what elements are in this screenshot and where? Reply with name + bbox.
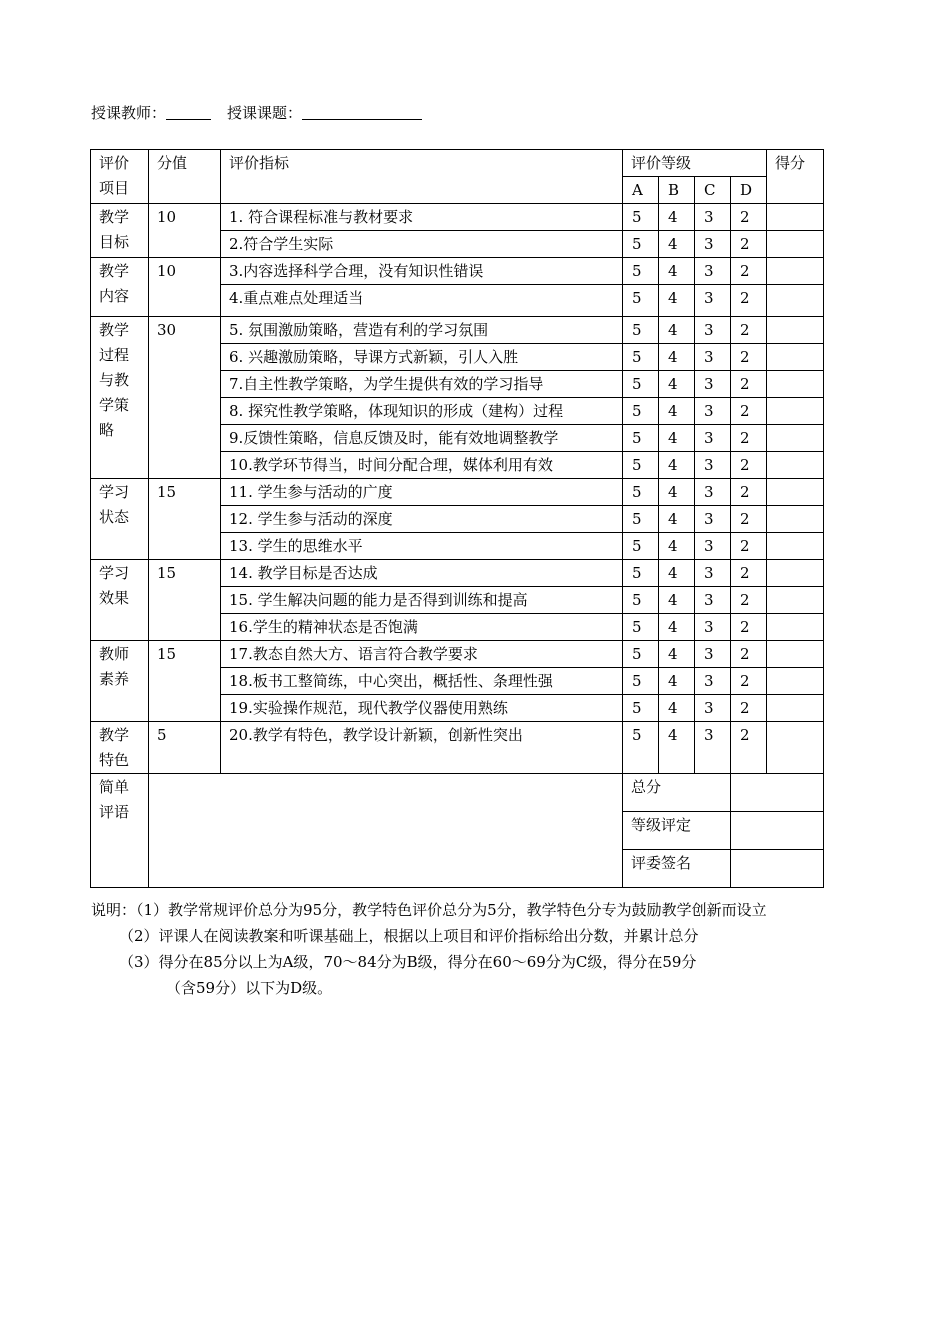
summary-label-level: 等级评定 (623, 812, 731, 850)
grade-value[interactable]: 4 (659, 641, 695, 668)
indicator: 12. 学生参与活动的深度 (221, 506, 623, 533)
grade-letter: B (659, 177, 695, 204)
score-cell[interactable] (767, 560, 824, 587)
indicator: 19.实验操作规范，现代教学仪器使用熟练 (221, 695, 623, 722)
item-score: 15 (149, 560, 221, 641)
grade-value[interactable]: 3 (695, 231, 731, 258)
table-row (91, 560, 824, 587)
grade-value[interactable]: 5 (623, 425, 659, 452)
grade-value[interactable]: 2 (731, 695, 767, 722)
score-cell[interactable] (767, 204, 824, 231)
score-cell[interactable] (767, 285, 824, 317)
grade-value[interactable]: 3 (695, 204, 731, 231)
note-line-2: （2）评课人在阅读教案和听课基础上，根据以上项目和评价指标给出分数，并累计总分 (119, 927, 699, 945)
grade-value[interactable]: 5 (623, 204, 659, 231)
score-cell[interactable] (767, 506, 824, 533)
summary-value-level[interactable] (731, 812, 824, 850)
topic-field[interactable] (302, 105, 422, 120)
grade-value[interactable]: 2 (731, 452, 767, 479)
grade-value[interactable]: 5 (623, 452, 659, 479)
grade-value[interactable]: 3 (695, 479, 731, 506)
grade-value[interactable]: 2 (731, 231, 767, 258)
grade-value[interactable]: 2 (731, 371, 767, 398)
col-header-score: 分值 (149, 150, 221, 204)
score-cell[interactable] (767, 231, 824, 258)
grade-value[interactable]: 2 (731, 560, 767, 587)
col-header-item: 评价项目 (91, 150, 149, 204)
indicator: 1. 符合课程标准与教材要求 (221, 204, 623, 231)
grade-value[interactable]: 3 (695, 533, 731, 560)
score-cell[interactable] (767, 258, 824, 285)
grade-value[interactable]: 4 (659, 695, 695, 722)
grade-value[interactable]: 4 (659, 425, 695, 452)
score-cell[interactable] (767, 614, 824, 641)
grade-value[interactable]: 4 (659, 452, 695, 479)
item-score: 10 (149, 258, 221, 317)
grade-value[interactable]: 3 (695, 506, 731, 533)
summary-value-signature[interactable] (731, 850, 824, 888)
score-cell[interactable] (767, 533, 824, 560)
grade-value[interactable]: 3 (695, 668, 731, 695)
grade-value[interactable]: 3 (695, 285, 731, 317)
teacher-name-field[interactable] (166, 105, 211, 120)
score-cell[interactable] (767, 587, 824, 614)
grade-letter: C (695, 177, 731, 204)
header-row (91, 150, 824, 177)
grade-value[interactable]: 4 (659, 506, 695, 533)
indicator: 14. 教学目标是否达成 (221, 560, 623, 587)
grade-value[interactable]: 3 (695, 587, 731, 614)
grade-value[interactable]: 4 (659, 231, 695, 258)
grade-value[interactable]: 2 (731, 506, 767, 533)
summary-row (91, 774, 824, 812)
grade-value[interactable]: 5 (623, 317, 659, 344)
item-name: 教学目标 (91, 204, 149, 258)
indicator: 3.内容选择科学合理，没有知识性错误 (221, 258, 623, 285)
score-cell[interactable] (767, 668, 824, 695)
score-cell[interactable] (767, 479, 824, 506)
indicator: 17.教态自然大方、语言符合教学要求 (221, 641, 623, 668)
grade-value[interactable]: 3 (695, 344, 731, 371)
indicator: 10.教学环节得当，时间分配合理，媒体利用有效 (221, 452, 623, 479)
grade-value[interactable]: 5 (623, 371, 659, 398)
teacher-label: 授课教师： (91, 104, 167, 122)
grade-value[interactable]: 5 (623, 506, 659, 533)
indicator: 13. 学生的思维水平 (221, 533, 623, 560)
score-cell[interactable] (767, 695, 824, 722)
grade-value[interactable]: 4 (659, 722, 695, 774)
grade-value[interactable]: 3 (695, 371, 731, 398)
grade-value[interactable]: 5 (623, 560, 659, 587)
indicator: 20.教学有特色，教学设计新颖，创新性突出 (221, 722, 623, 774)
grade-value[interactable]: 3 (695, 560, 731, 587)
grade-value[interactable]: 5 (623, 398, 659, 425)
grade-value[interactable]: 4 (659, 533, 695, 560)
grade-value[interactable]: 3 (695, 722, 731, 774)
score-cell[interactable] (767, 371, 824, 398)
indicator: 2.符合学生实际 (221, 231, 623, 258)
evaluation-table (90, 149, 824, 888)
grade-value[interactable]: 5 (623, 344, 659, 371)
score-cell[interactable] (767, 344, 824, 371)
item-score: 10 (149, 204, 221, 258)
grade-value[interactable]: 5 (623, 231, 659, 258)
indicator: 11. 学生参与活动的广度 (221, 479, 623, 506)
grade-value[interactable]: 2 (731, 425, 767, 452)
score-cell[interactable] (767, 452, 824, 479)
item-score: 15 (149, 479, 221, 560)
grade-value[interactable]: 2 (731, 641, 767, 668)
grade-value[interactable]: 5 (623, 614, 659, 641)
grade-value[interactable]: 5 (623, 722, 659, 774)
note-line-4: （含59分）以下为D级。 (166, 979, 333, 997)
grade-value[interactable]: 2 (731, 258, 767, 285)
note-line-1: 说明：（1）教学常规评价总分为95分，教学特色评价总分为5分，教学特色分专为鼓励教学创新而设立 (91, 901, 767, 919)
grade-value[interactable]: 4 (659, 371, 695, 398)
comment-label: 简单评语 (91, 774, 149, 888)
grade-value[interactable]: 3 (695, 398, 731, 425)
grade-value[interactable]: 2 (731, 587, 767, 614)
grade-value[interactable]: 2 (731, 204, 767, 231)
grade-value[interactable]: 5 (623, 285, 659, 317)
indicator: 6. 兴趣激励策略，导课方式新颖，引人入胜 (221, 344, 623, 371)
score-cell[interactable] (767, 641, 824, 668)
grade-value[interactable]: 5 (623, 479, 659, 506)
item-name: 教学过程与教学策略 (91, 317, 149, 479)
indicator: 4.重点难点处理适当 (221, 285, 623, 317)
grade-value[interactable]: 5 (623, 587, 659, 614)
score-cell[interactable] (767, 425, 824, 452)
grade-value[interactable]: 4 (659, 614, 695, 641)
table-row (91, 479, 824, 506)
score-cell[interactable] (767, 398, 824, 425)
indicator: 18.板书工整简练，中心突出，概括性、条理性强 (221, 668, 623, 695)
table-row (91, 317, 824, 344)
note-line-3: （3）得分在85分以上为A级，70～84分为B级，得分在60～69分为C级，得分在59分 (119, 953, 697, 971)
indicator: 16.学生的精神状态是否饱满 (221, 614, 623, 641)
grade-value[interactable]: 3 (695, 641, 731, 668)
indicator: 9.反馈性策略，信息反馈及时，能有效地调整教学 (221, 425, 623, 452)
col-header-grade: 评价等级 (623, 150, 767, 177)
item-score: 5 (149, 722, 221, 774)
grade-value[interactable]: 4 (659, 398, 695, 425)
item-name: 教师素养 (91, 641, 149, 722)
grade-value[interactable]: 5 (623, 533, 659, 560)
grade-value[interactable]: 3 (695, 317, 731, 344)
form-header (91, 101, 422, 123)
item-name: 教学特色 (91, 722, 149, 774)
score-cell[interactable] (767, 317, 824, 344)
grade-value[interactable]: 4 (659, 285, 695, 317)
grade-value[interactable]: 4 (659, 479, 695, 506)
grade-value[interactable]: 2 (731, 533, 767, 560)
col-header-indicator: 评价指标 (221, 150, 623, 204)
table-row (91, 722, 824, 774)
table-row (91, 641, 824, 668)
grade-letter: A (623, 177, 659, 204)
indicator: 15. 学生解决问题的能力是否得到训练和提高 (221, 587, 623, 614)
grade-letter: D (731, 177, 767, 204)
grade-value[interactable]: 5 (623, 695, 659, 722)
item-score: 30 (149, 317, 221, 479)
grade-value[interactable]: 5 (623, 641, 659, 668)
grade-value[interactable]: 4 (659, 587, 695, 614)
indicator: 7.自主性教学策略，为学生提供有效的学习指导 (221, 371, 623, 398)
grade-value[interactable]: 4 (659, 317, 695, 344)
grade-value[interactable]: 2 (731, 479, 767, 506)
grade-value[interactable]: 5 (623, 258, 659, 285)
notes (91, 897, 881, 1001)
summary-label-total: 总分 (623, 774, 731, 812)
grade-value[interactable]: 2 (731, 317, 767, 344)
item-name: 学习效果 (91, 560, 149, 641)
item-name: 教学内容 (91, 258, 149, 317)
grade-value[interactable]: 3 (695, 258, 731, 285)
item-score: 15 (149, 641, 221, 722)
grade-value[interactable]: 3 (695, 695, 731, 722)
grade-value[interactable]: 2 (731, 722, 767, 774)
grade-value[interactable]: 2 (731, 285, 767, 317)
col-header-result: 得分 (767, 150, 824, 204)
table-row (91, 258, 824, 285)
summary-label-signature: 评委签名 (623, 850, 731, 888)
grade-value[interactable]: 4 (659, 258, 695, 285)
grade-value[interactable]: 3 (695, 614, 731, 641)
topic-label: 授课课题： (227, 104, 303, 122)
item-name: 学习状态 (91, 479, 149, 560)
grade-value[interactable]: 2 (731, 668, 767, 695)
grade-value[interactable]: 5 (623, 668, 659, 695)
comment-field[interactable] (149, 774, 623, 888)
grade-value[interactable]: 4 (659, 344, 695, 371)
indicator: 8. 探究性教学策略，体现知识的形成（建构）过程 (221, 398, 623, 425)
score-cell[interactable] (767, 722, 824, 774)
grade-value[interactable]: 3 (695, 452, 731, 479)
grade-value[interactable]: 3 (695, 425, 731, 452)
grade-value[interactable]: 2 (731, 344, 767, 371)
grade-value[interactable]: 2 (731, 614, 767, 641)
indicator: 5. 氛围激励策略，营造有利的学习氛围 (221, 317, 623, 344)
grade-value[interactable]: 4 (659, 560, 695, 587)
summary-value-total[interactable] (731, 774, 824, 812)
grade-value[interactable]: 4 (659, 668, 695, 695)
grade-value[interactable]: 4 (659, 204, 695, 231)
table-row (91, 204, 824, 231)
grade-value[interactable]: 2 (731, 398, 767, 425)
